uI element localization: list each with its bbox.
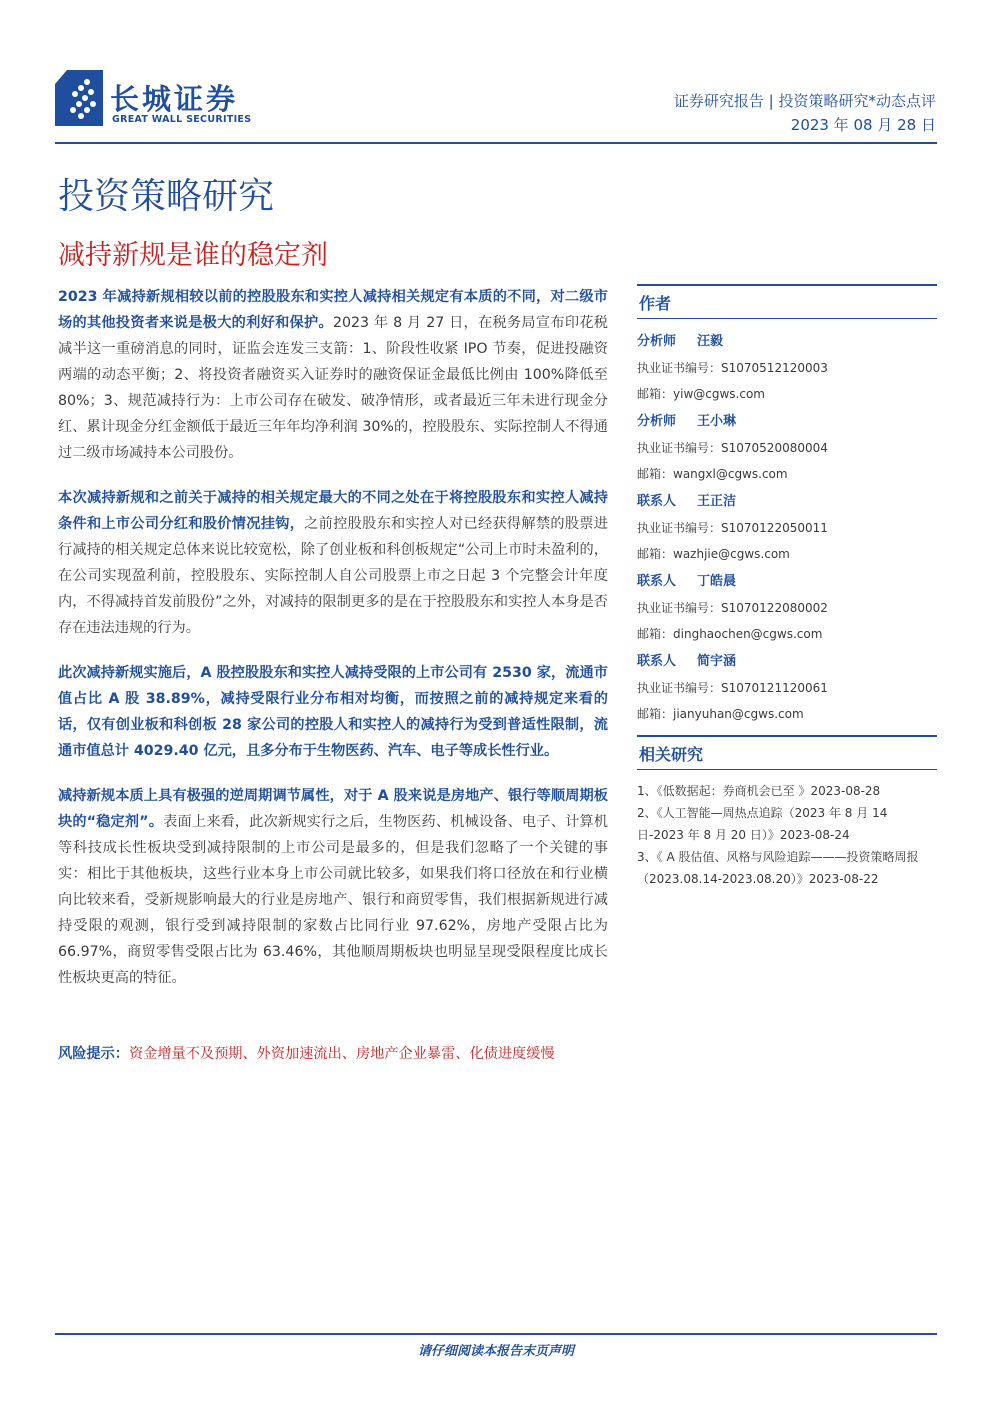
paragraph-highlight: 本次减持新规和之前关于减持的相关规定最大的不同之处在于将控股股东和实控人减持条件和上市公司分红和股价情况挂钩， [58, 490, 608, 532]
author-name: 王小琳 [697, 414, 737, 429]
paragraph-highlight: 减持新规本质上具有极强的逆周期调节属性，对于 A 股来说是房地产、银行等顺周期板块的“稳定剂”。 [58, 788, 608, 830]
report-date: 2023 年 08 月 28 日 [790, 116, 936, 134]
brand-name-cn: 长城证券 [110, 82, 239, 116]
section-title: 投资策略研究 [58, 176, 275, 217]
author-card [637, 569, 937, 647]
email-link[interactable]: wazhjie@cgws.com [673, 547, 790, 561]
paragraph-body: 2023 年 8 月 27 日，在税务局宣布印花税减半这一重磅消息的同时，证监会连发三支箭：1、阶段性收紧 IPO 节奏，促进投融资两端的动态平衡；2、将投资者融资买入证券时的融资保证金最低比例由 100%降低至 80%；3、规范减持行为：上市公司存在破发、破净情形，或者最近三年未进行现金分红、累计现金分红金额低于最近三年年均净利润 30%的，控股股东、实际控制人不得通过二级市场减持本公司股份。 [58, 315, 608, 461]
email-label: 邮箱： [637, 707, 674, 721]
email-label: 邮箱： [637, 387, 674, 401]
risk-warning [58, 1041, 608, 1067]
author-card [637, 409, 937, 487]
author-role: 联系人 [637, 494, 677, 509]
footer-disclaimer-note: 请仔细阅读本报告末页声明 [417, 1344, 574, 1359]
cert-number: S1070520080004 [721, 441, 828, 455]
cert-label: 执业证书编号： [637, 441, 722, 455]
risk-text: 资金增量不及预期、外资加速流出、房地产企业暴雷、化债进度缓慢 [128, 1046, 555, 1062]
cert-number: S1070122050011 [721, 521, 828, 535]
paragraph-highlight: 2023 年减持新规相较以前的控股股东和实控人减持相关规定有本质的不同，对二级市场的其他投资者来说是极大的利好和保护。 [58, 289, 608, 331]
main-content [58, 284, 608, 1086]
sidebar [637, 284, 937, 890]
related-research-item[interactable]: 2、《人工智能—周热点追踪（2023 年 8 月 14 日-2023 年 8 月 20 日）》2023-08-24 [637, 806, 888, 842]
author-card [637, 489, 937, 567]
header-divider [55, 142, 937, 144]
author-role: 联系人 [637, 574, 677, 589]
risk-label: 风险提示： [58, 1046, 129, 1062]
related-research-heading: 相关研究 [637, 735, 937, 770]
authors-heading: 作者 [637, 284, 937, 319]
email-link[interactable]: yiw@cgws.com [673, 387, 765, 401]
cert-label: 执业证书编号： [637, 681, 722, 695]
paragraph-highlight: 此次减持新规实施后，A 股控股股东和实控人减持受限的上市公司有 2530 家，流通市值占比 A 股 38.89%，减持受限行业分布相对均衡，而按照之前的减持规定来看的话，仅有创业板和科创板 28 家公司的控股人和实控人的减持行为受到普适性限制，流通市值总计 4029.40 亿元，且多分布于生物医药、汽车、电子等成长性行业。 [58, 665, 608, 759]
author-name: 王正洁 [697, 494, 737, 509]
email-link[interactable]: jianyuhan@cgws.com [673, 707, 804, 721]
cert-number: S1070122080002 [721, 601, 828, 615]
footer-divider [55, 1333, 937, 1335]
cert-number: S1070121120061 [721, 681, 828, 695]
author-name: 丁皓晨 [697, 574, 737, 589]
author-card [637, 649, 937, 727]
author-card [637, 329, 937, 407]
cert-label: 执业证书编号： [637, 601, 722, 615]
report-title: 减持新规是谁的稳定剂 [58, 240, 328, 271]
report-type: 证券研究报告 | 投资策略研究*动态点评 [673, 92, 936, 110]
related-research-item[interactable]: 3、《 A 股估值、风格与风险追踪———投资策略周报（2023.08.14-2023.08.20）》2023-08-22 [637, 850, 919, 886]
email-link[interactable]: dinghaochen@cgws.com [673, 627, 823, 641]
author-name: 汪毅 [697, 334, 724, 349]
paragraph [58, 284, 608, 466]
cert-label: 执业证书编号： [637, 521, 722, 535]
email-label: 邮箱： [637, 547, 674, 561]
cert-number: S1070512120003 [721, 361, 828, 375]
author-name: 简宇涵 [697, 654, 737, 669]
great-wall-logo-icon [55, 70, 103, 126]
author-role: 分析师 [637, 334, 677, 349]
cert-label: 执业证书编号： [637, 361, 722, 375]
paragraph [58, 783, 608, 991]
related-research-item[interactable]: 1、《低数据起：券商机会已至 》2023-08-28 [637, 784, 881, 798]
email-label: 邮箱： [637, 627, 674, 641]
paragraph-body: 表面上来看，此次新规实行之后，生物医药、机械设备、电子、计算机等科技成长性板块受到减持限制的上市公司是最多的，但是我们忽略了一个关键的事实：相比于其他板块，这些行业本身上市公司就比较多，如果我们将口径放在和行业横向比较来看，受新规影响最大的行业是房地产、银行和商贸零售，我们根据新规进行减持受限的观测，银行受到减持限制的家数占比同行业 97.62%，房地产受限占比为 66.97%，商贸零售受限占比为 63.46%，其他顺周期板块也明显呈现受限程度比成长性板块更高的特征。 [58, 814, 608, 986]
email-link[interactable]: wangxl@cgws.com [673, 467, 788, 481]
brand-name-en: GREAT WALL SECURITIES [112, 114, 252, 125]
paragraph [58, 660, 608, 764]
author-role: 分析师 [637, 414, 677, 429]
author-role: 联系人 [637, 654, 677, 669]
paragraph [58, 485, 608, 641]
paragraph-body: 之前控股股东和实控人对已经获得解禁的股票进行减持的相关规定总体来说比较宽松，除了创业板和科创板规定“公司上市时未盈利的，在公司实现盈利前，控股股东、实际控制人自公司股票上市之日起 3 个完整会计年度内，不得减持首发前股份”之外，对减持的限制更多的是在于控股股东和实控人本身是否存在违法违规的行为。 [58, 516, 608, 636]
email-label: 邮箱： [637, 467, 674, 481]
